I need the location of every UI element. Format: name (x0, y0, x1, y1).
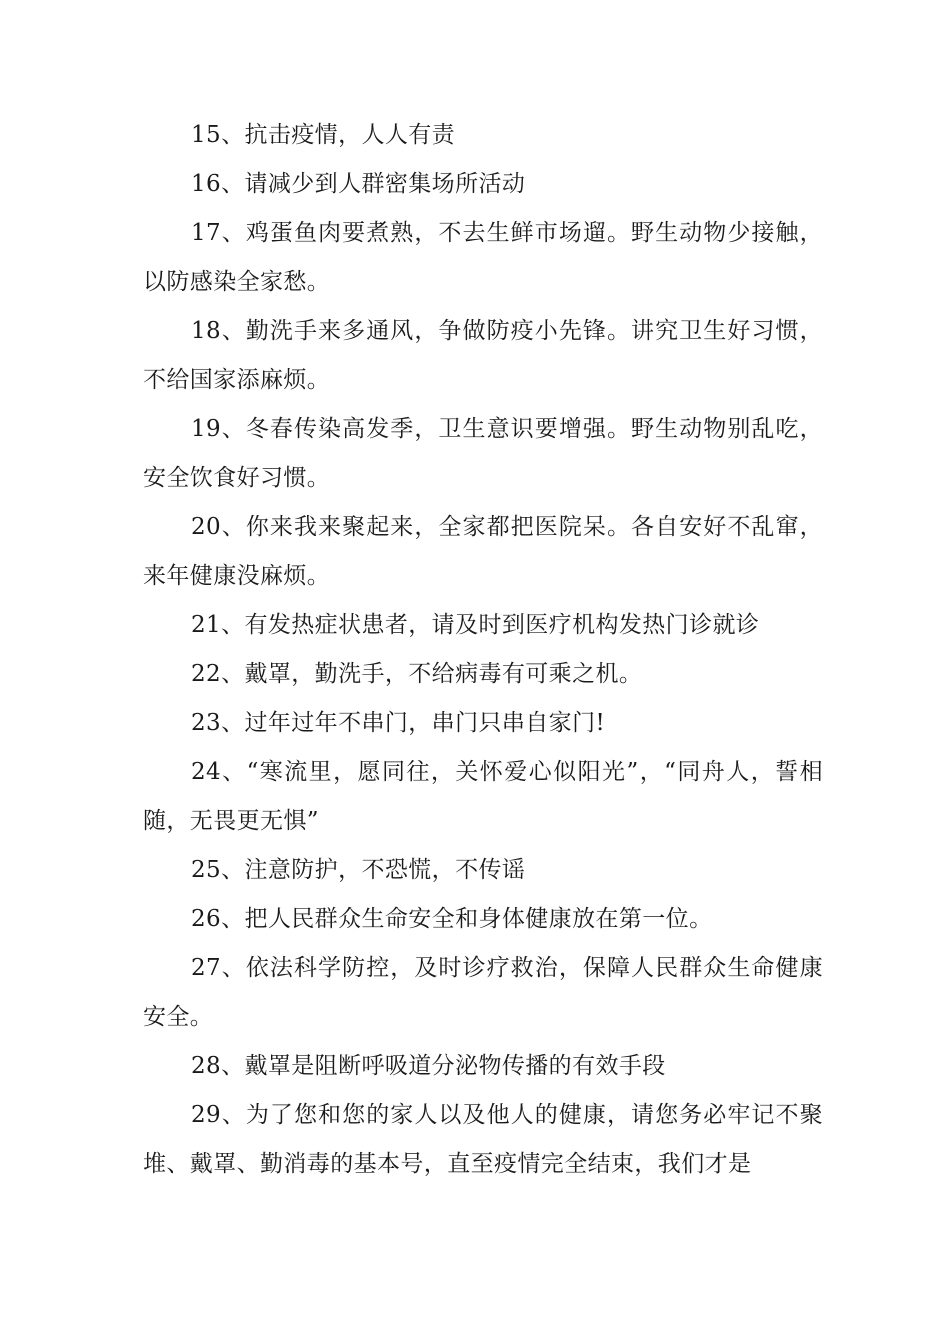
paragraph-17: 17、鸡蛋鱼肉要煮熟，不去生鲜市场遛。野生动物少接触，以防感染全家愁。 (143, 220, 823, 295)
paragraph-15: 15、抗击疫情，人人有责 (191, 122, 456, 148)
paragraph-27: 27、依法科学防控，及时诊疗救治，保障人民群众生命健康安全。 (143, 955, 823, 1030)
paragraph-29: 29、为了您和您的家人以及他人的健康，请您务必牢记不聚堆、戴罩、勤消毒的基本号，直至疫情完全结束，我们才是 (143, 1102, 823, 1177)
paragraph-19: 19、冬春传染高发季，卫生意识要增强。野生动物别乱吃，安全饮食好习惯。 (143, 416, 823, 491)
document-body (143, 111, 823, 1189)
paragraph-24: 24、“寒流里，愿同往，关怀爱心似阳光”，“同舟人，誓相随，无畏更无惧” (143, 759, 823, 834)
paragraph-28: 28、戴罩是阻断呼吸道分泌物传播的有效手段 (191, 1053, 666, 1079)
paragraph-25: 25、注意防护，不恐慌，不传谣 (191, 857, 526, 883)
paragraph-23: 23、过年过年不串门，串门只串自家门! (191, 710, 606, 736)
paragraph-26: 26、把人民群众生命安全和身体健康放在第一位。 (191, 906, 713, 932)
paragraph-18: 18、勤洗手来多通风，争做防疫小先锋。讲究卫生好习惯，不给国家添麻烦。 (143, 318, 823, 393)
paragraph-20: 20、你来我来聚起来，全家都把医院呆。各自安好不乱窜，来年健康没麻烦。 (143, 514, 823, 589)
paragraph-16: 16、请减少到人群密集场所活动 (191, 171, 526, 197)
paragraph-21: 21、有发热症状患者，请及时到医疗机构发热门诊就诊 (191, 612, 760, 638)
paragraph-22: 22、戴罩，勤洗手，不给病毒有可乘之机。 (191, 661, 643, 687)
